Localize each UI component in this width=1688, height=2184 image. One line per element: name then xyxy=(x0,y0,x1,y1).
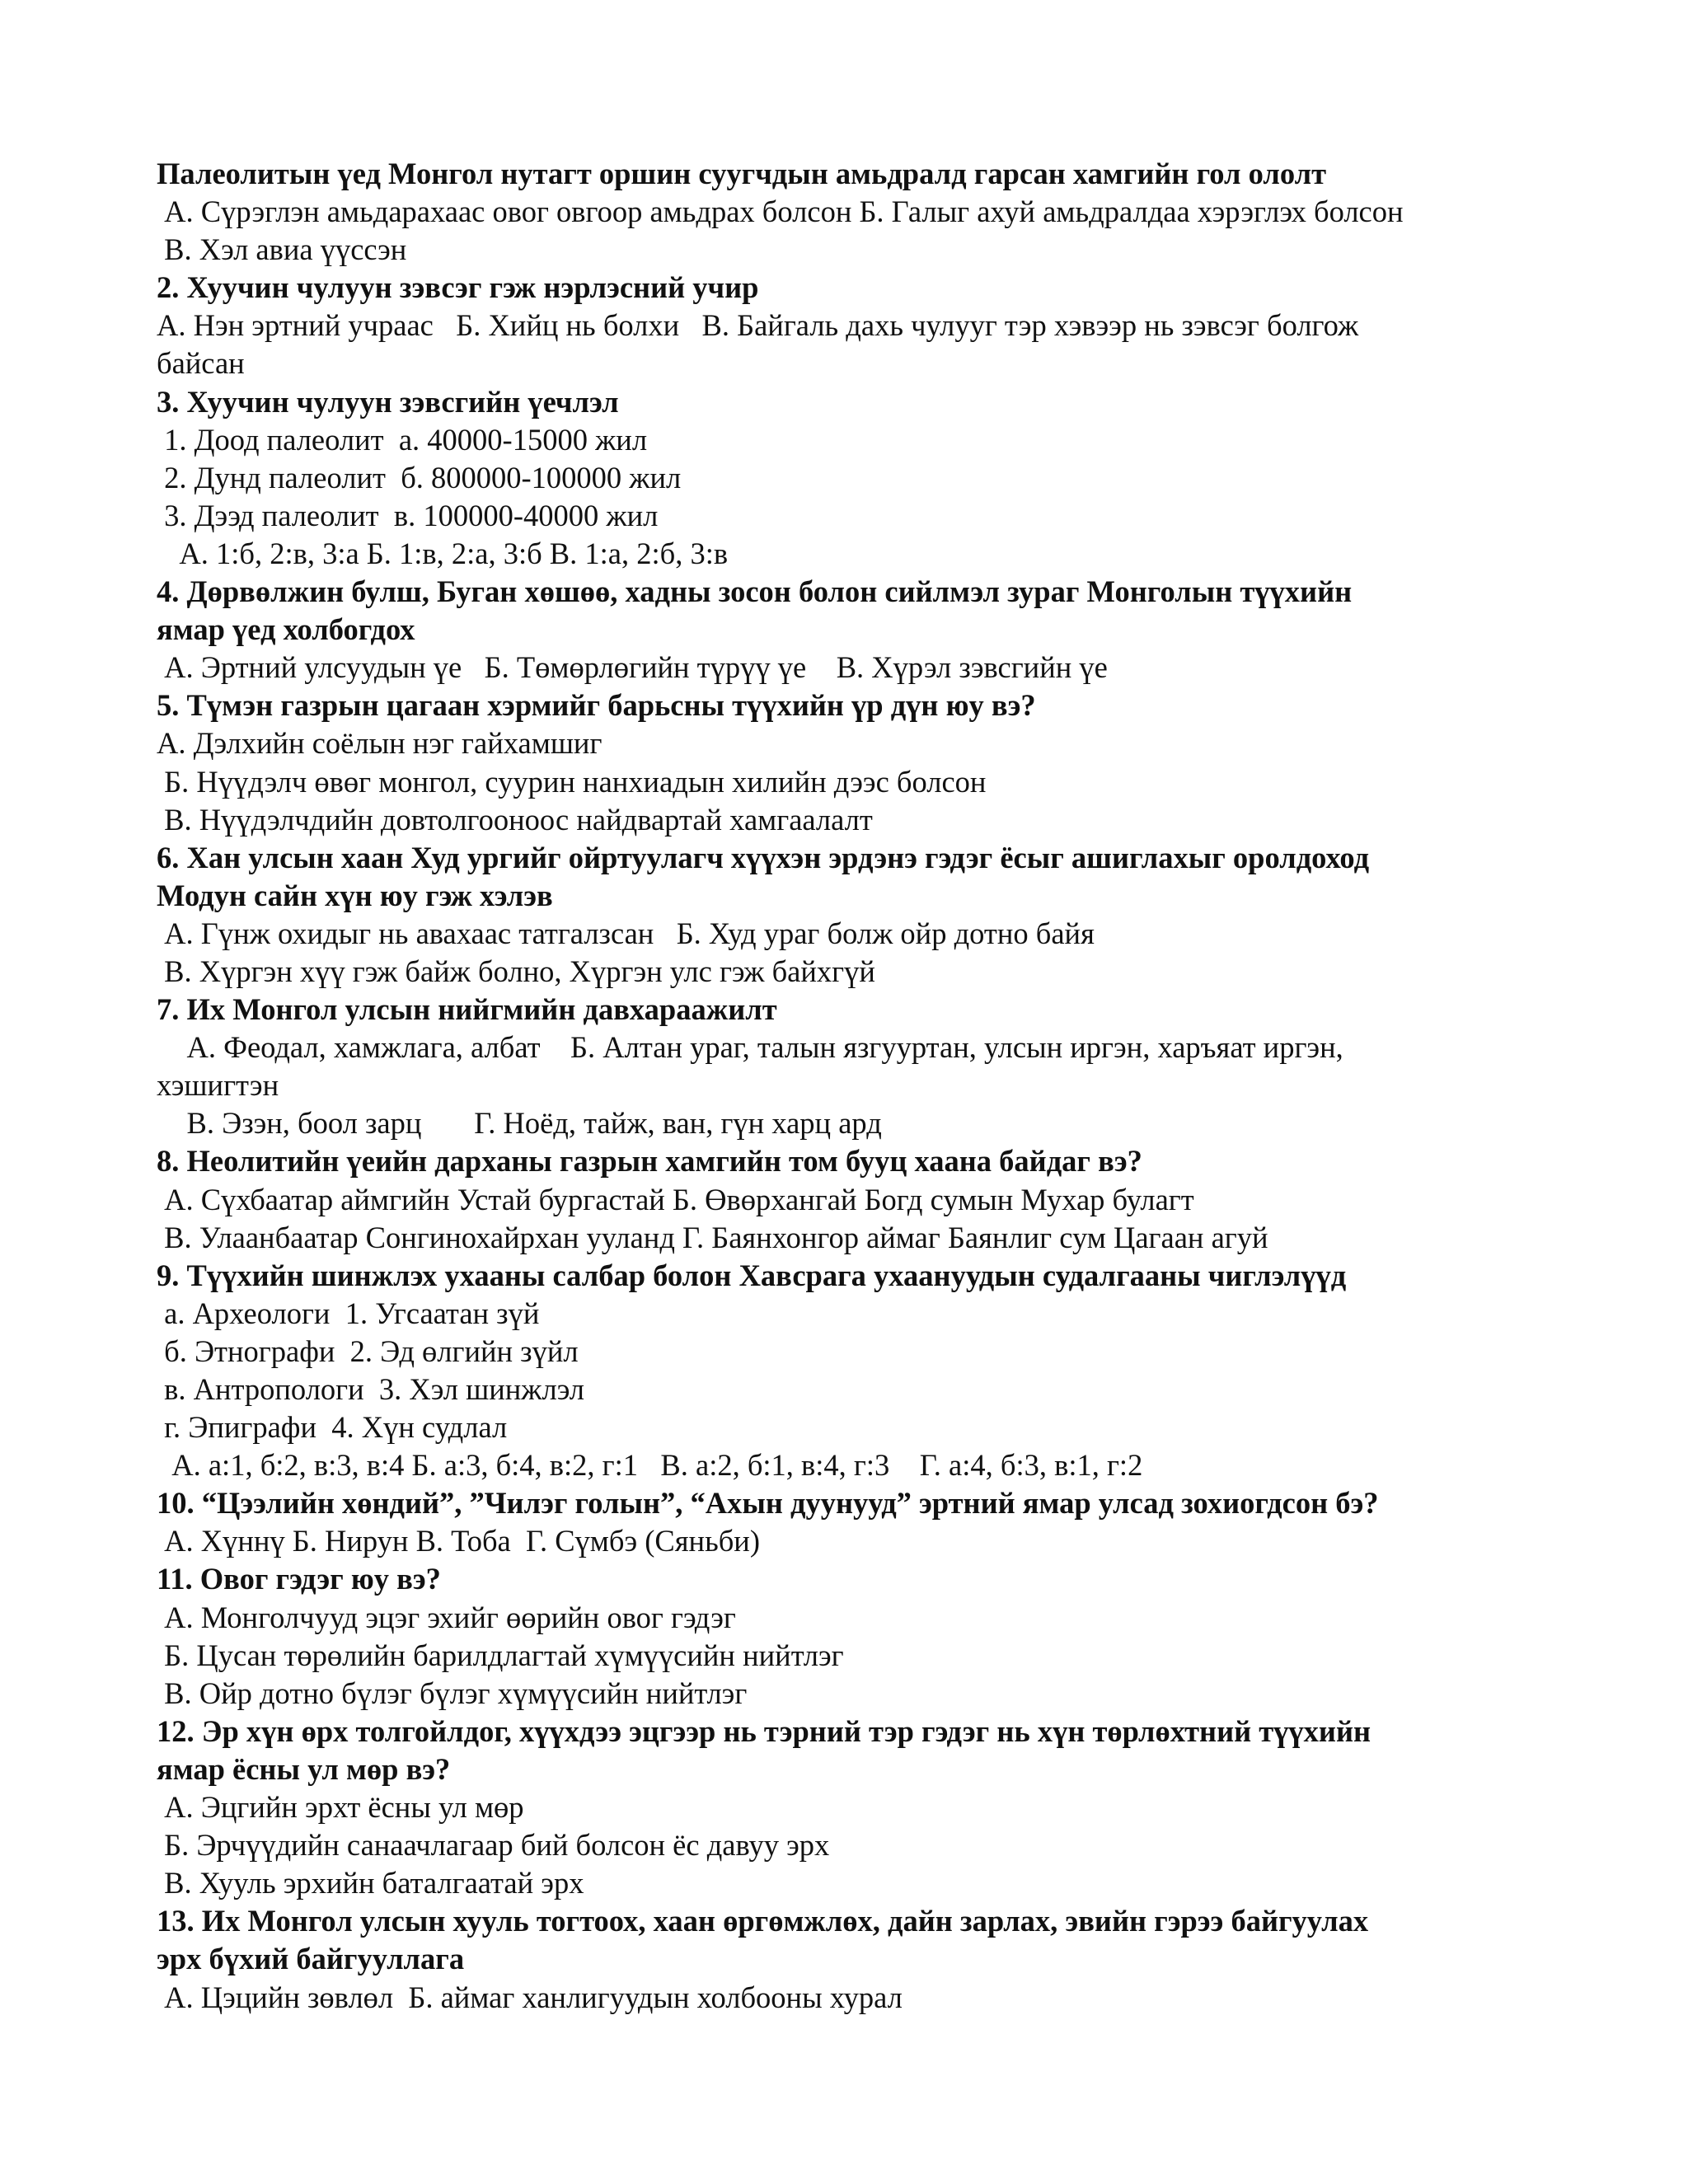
answer-line: в. Антропологи 3. Хэл шинжлэл xyxy=(157,1372,584,1406)
question-line: 5. Түмэн газрын цагаан хэрмийг барьсны түүхийн үр дүн юу вэ? xyxy=(157,688,1036,723)
answer-line: А. Дэлхийн соёлын нэг гайхамшиг xyxy=(157,726,603,761)
question-line: 9. Түүхийн шинжлэх ухааны салбар болон Хавсрага ухаануудын судалгааны чиглэлүүд xyxy=(157,1258,1347,1292)
answer-line: В. Хууль эрхийн баталгаатай эрх xyxy=(157,1866,584,1900)
answer-line: А. Хүннү Б. Нирун В. Тоба Г. Сүмбэ (Сяньби) xyxy=(157,1524,760,1558)
answer-line: б. Этнографи 2. Эд өлгийн зүйл xyxy=(157,1333,579,1368)
question-line: Палеолитын үед Монгол нутагт оршин суугчдын амьдралд гарсан хамгийн гол ололт xyxy=(157,157,1327,190)
answer-line: Б. Нүүдэлч өвөг монгол, суурин нанхиадын хилийн дээс болсон xyxy=(157,764,987,799)
question-line: 4. Дөрвөлжин булш, Буган хөшөө, хадны зосон болон сийлмэл зураг Монголын түүхийн xyxy=(157,574,1353,609)
answer-line: А. 1:б, 2:в, 3:а Б. 1:в, 2:а, 3:б В. 1:а, 2:б, 3:в xyxy=(157,536,729,570)
answer-line: А. Монголчууд эцэг эхийг өөрийн овог гэдэг xyxy=(157,1600,736,1634)
answer-line: А. Гүнж охидыг нь авахаас татгалзсан Б. Худ ураг болж ойр дотно байя xyxy=(157,916,1095,950)
answer-line: В. Улаанбаатар Сонгинохайрхан ууланд Г. Баянхонгор аймаг Баянлиг сум Цагаан агуй xyxy=(157,1220,1268,1254)
question-line: 13. Их Монгол улсын хууль тогтоох, хаан өргөмжлөх, дайн зарлах, эвийн гэрээ байгуулах xyxy=(157,1904,1369,1938)
answer-line: В. Ойр дотно бүлэг бүлэг хүмүүсийн нийтлэг xyxy=(157,1675,748,1710)
answer-line: В. Хүргэн хүү гэж байж болно, Хүргэн улс гэж байхгүй xyxy=(157,954,875,988)
answer-line: А. Цэцийн зөвлөл Б. аймаг ханлигуудын холбооны хурал xyxy=(157,1980,903,2014)
question-line: 6. Хан улсын хаан Худ ургийг ойртуулагч хүүхэн эрдэнэ гэдэг ёсыг ашиглахыг оролдоход xyxy=(157,840,1370,874)
answer-line: 2. Дунд палеолит б. 800000-100000 жил xyxy=(157,460,682,494)
answer-line: 3. Дээд палеолит в. 100000-40000 жил xyxy=(157,498,659,532)
answer-line: г. Эпиграфи 4. Хүн судлал xyxy=(157,1410,508,1445)
answer-line: В. Хэл авиа үүссэн xyxy=(157,232,407,267)
question-line: Модун сайн хүн юу гэж хэлэв xyxy=(157,878,553,912)
answer-line: А. а:1, б:2, в:3, в:4 Б. а:3, б:4, в:2, г:1 В. а:2, б:1, в:4, г:3 Г. а:4, б:3, в:1, г:2 xyxy=(157,1448,1143,1483)
answer-line: Б. Цусан төрөлийн барилдлагтай хүмүүсийн нийтлэг xyxy=(157,1638,844,1672)
question-line: эрх бүхий байгууллага xyxy=(157,1942,465,1976)
question-line: 10. “Цээлийн хөндий”, ”Чилэг голын”, “Ахын дуунууд” эртний ямар улсад зохиогдсон бэ? xyxy=(157,1486,1379,1521)
answer-line: А. Нэн эртний учраас Б. Хийц нь болхи В. Байгаль дахь чулууг тэр хэвээр нь зэвсэг болгож xyxy=(157,308,1359,343)
question-line: 12. Эр хүн өрх толгойлдог, хүүхдээ эцгээр нь тэрний тэр гэдэг нь хүн төрлөхтний түүхийн xyxy=(157,1713,1372,1748)
answer-line: В. Нүүдэлчдийн довтолгооноос найдвартай хамгаалалт xyxy=(157,802,873,837)
question-line: 8. Неолитийн үеийн дарханы газрын хамгийн том бууц хаана байдаг вэ? xyxy=(157,1144,1142,1179)
answer-line: А. Сүрэглэн амьдарахаас овог овгоор амьдрах болсон Б. Галыг ахуй амьдралдаа хэрэглэх болсон xyxy=(157,194,1404,229)
question-line: 3. Хуучин чулуун зэвсгийн үечлэл xyxy=(157,384,619,419)
question-line: ямар ёсны ул мөр вэ? xyxy=(157,1751,451,1786)
answer-line: А. Эцгийн эрхт ёсны ул мөр xyxy=(157,1790,524,1825)
question-line: ямар үед холбогдох xyxy=(157,612,415,647)
answer-line: В. Эзэн, боол зарц Г. Ноёд, тайж, ван, гүн харц ард xyxy=(157,1106,882,1141)
answer-line: 1. Доод палеолит а. 40000-15000 жил xyxy=(157,422,648,457)
answer-line: А. Эртний улсуудын үе Б. Төмөрлөгийн түрүү үе В. Хүрэл зэвсгийн үе xyxy=(157,650,1108,685)
question-line: 11. Овог гэдэг юу вэ? xyxy=(157,1562,441,1596)
answer-line: Б. Эрчүүдийн санаачлагаар бий болсон ёс давуу эрх xyxy=(157,1828,830,1863)
answer-line: А. Сүхбаатар аймгийн Устай бургастай Б. Өвөрхангай Богд сумын Мухар булагт xyxy=(157,1182,1194,1216)
answer-line: А. Феодал, хамжлага, албат Б. Алтан ураг, талын язгууртан, улсын иргэн, харъяат иргэн, xyxy=(157,1030,1343,1065)
answer-line: хэшигтэн xyxy=(157,1068,279,1103)
question-line: 7. Их Монгол улсын нийгмийн давхараажилт xyxy=(157,992,777,1027)
answer-line: а. Археологи 1. Угсаатан зүй xyxy=(157,1296,540,1330)
answer-line: байсан xyxy=(157,346,245,381)
document-page xyxy=(157,155,1558,2017)
question-line: 2. Хуучин чулуун зэвсэг гэж нэрлэсний учир xyxy=(157,270,759,305)
